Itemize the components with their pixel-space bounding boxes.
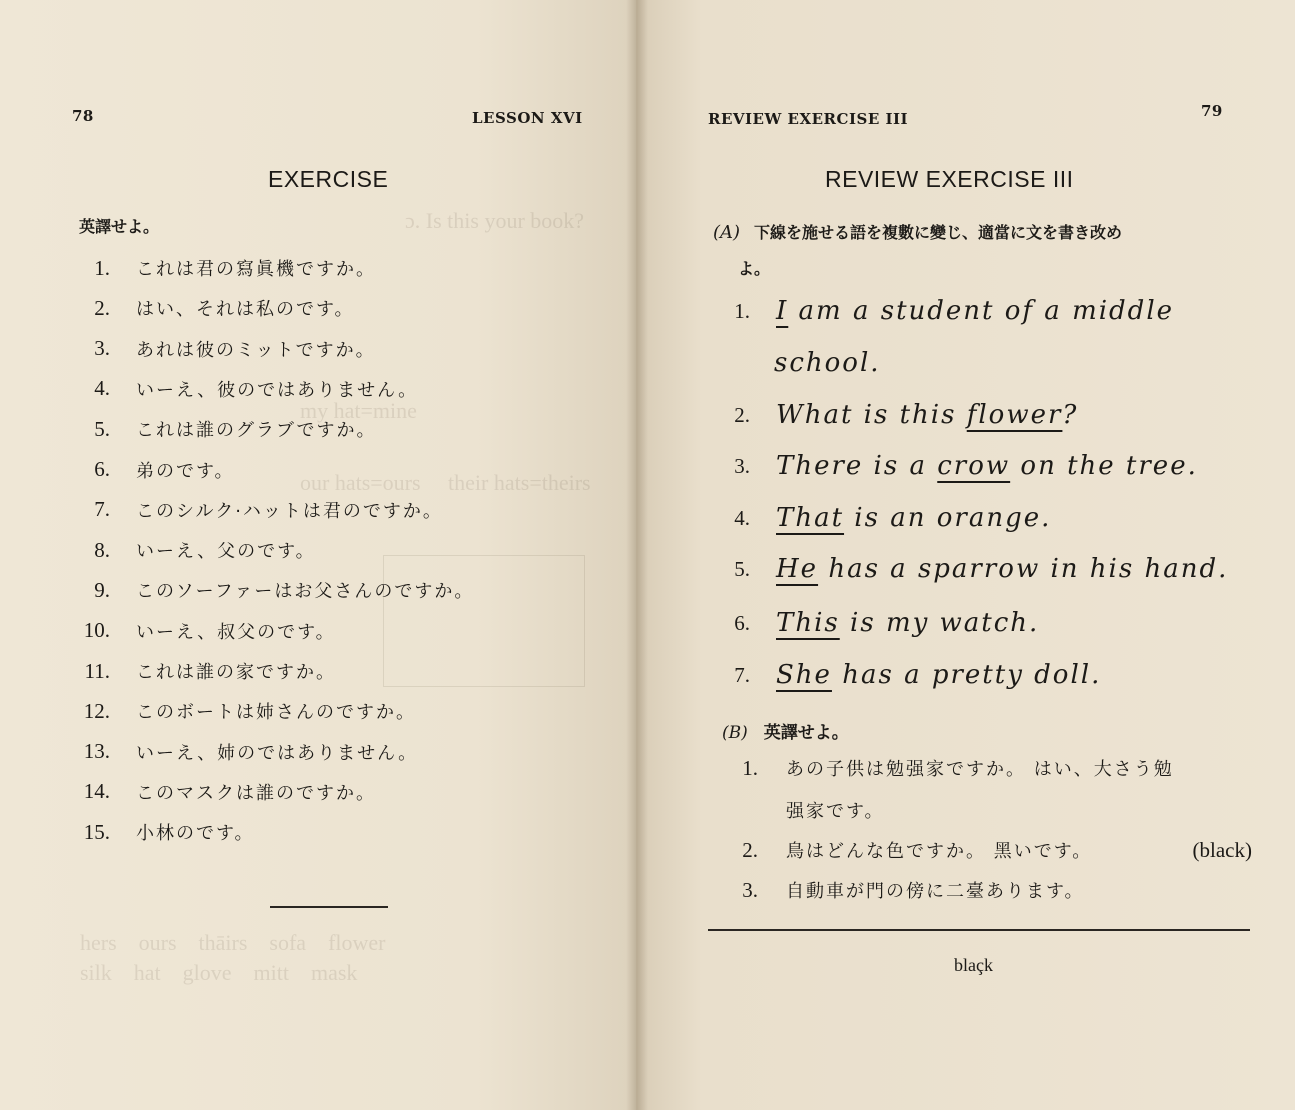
item-sentence xyxy=(776,400,1078,430)
sentence-text: on the tree. xyxy=(1010,451,1198,481)
review-item xyxy=(720,446,1198,486)
item-number: 6. xyxy=(734,610,750,635)
review-title: REVIEW EXERCISE III xyxy=(825,166,1074,192)
section-b-instruction-text: 英譯せよ。 xyxy=(763,723,849,743)
exercise-item xyxy=(70,409,377,449)
sentence-text: is an orange. xyxy=(844,503,1052,533)
footnote-rule xyxy=(708,929,1250,931)
item-number: 7. xyxy=(734,662,750,687)
show-through-text: silk hat glove mitt mask xyxy=(80,960,358,985)
review-item xyxy=(720,549,1228,589)
item-text: このソーファーはお父さんのですか。 xyxy=(136,581,475,603)
book-gutter xyxy=(626,0,648,1110)
sentence-text: ? xyxy=(1062,400,1079,430)
show-through-text: ɔ. Is this your book? xyxy=(405,208,585,233)
item-number: 13. xyxy=(83,739,110,764)
item-sentence xyxy=(776,296,1174,326)
show-through-text: my hat=mine xyxy=(300,398,417,423)
section-b-instruction xyxy=(722,718,849,743)
item-text: 鳥はどんな色ですか。 黑いです。 xyxy=(786,841,1093,862)
item-text: いーえ、叔父のです。 xyxy=(136,621,336,643)
item-text: 小林のです。 xyxy=(136,823,255,845)
item-text: これは誰のグラブですか。 xyxy=(136,420,377,442)
item-sentence-cont: school. xyxy=(774,348,881,378)
item-number: 15. xyxy=(83,819,110,844)
footnote-pronunciation: blaçk xyxy=(954,955,993,975)
running-head: LESSON XVI xyxy=(472,109,583,127)
item-number: 12. xyxy=(83,698,110,723)
section-a-instruction xyxy=(713,220,1253,243)
exercise-item xyxy=(70,691,416,731)
page-number: 78 xyxy=(72,107,94,125)
sentence-text: What is this xyxy=(776,400,967,430)
page-number: 79 xyxy=(1201,102,1223,120)
review-item xyxy=(720,498,1051,538)
item-text: このマスクは誰のですか。 xyxy=(136,782,376,804)
exercise-item xyxy=(70,288,355,328)
item-number: 4. xyxy=(94,376,110,401)
item-sentence xyxy=(776,554,1228,584)
underlined-word: crow xyxy=(937,451,1011,481)
underlined-word: I xyxy=(776,296,789,326)
exercise-item xyxy=(70,329,376,369)
item-number: 6. xyxy=(94,457,110,481)
exercise-item xyxy=(70,772,376,812)
sentence-text: There is a xyxy=(776,451,938,481)
exercise-item xyxy=(70,812,255,852)
item-number: 2. xyxy=(94,295,110,320)
underlined-word: She xyxy=(776,660,832,690)
item-number: 14. xyxy=(83,779,110,804)
item-text: いーえ、姉のではありません。 xyxy=(136,742,419,764)
item-number: 1. xyxy=(734,298,750,323)
sentence-text: has a sparrow in his hand. xyxy=(818,554,1229,584)
underlined-word: He xyxy=(776,554,819,584)
exercise-item xyxy=(70,450,235,490)
exercise-item xyxy=(70,611,336,651)
running-head: REVIEW EXERCISE III xyxy=(708,110,909,128)
item-number: 3. xyxy=(742,877,758,902)
review-item xyxy=(720,655,1101,695)
section-b-label: (B) xyxy=(722,723,748,743)
item-number: 4. xyxy=(734,505,750,530)
item-number: 5. xyxy=(94,416,110,441)
item-text: このボートは姉さんのですか。 xyxy=(136,702,416,724)
sentence-text: is my watch. xyxy=(839,608,1040,638)
section-a-instruction-cont: よ。 xyxy=(738,259,771,278)
left-page xyxy=(0,0,636,1110)
item-sentence xyxy=(776,608,1039,638)
item-text: このシルク·ハットは君のですか。 xyxy=(136,500,443,522)
exercise-instruction: 英譯せよ。 xyxy=(79,217,160,236)
closing-rule xyxy=(270,906,388,908)
underlined-word: flower xyxy=(966,400,1063,430)
section-b-item-1 xyxy=(722,748,1174,788)
show-through-text: our hats=ours their hats=theirs xyxy=(300,470,591,495)
item-text: 自動車が門の傍に二臺あります。 xyxy=(786,881,1085,902)
item-number: 2. xyxy=(734,402,750,427)
item-number: 7. xyxy=(94,497,110,522)
section-a-label: (A) xyxy=(713,222,741,243)
item-number: 1. xyxy=(94,255,110,280)
section-b-item-2 xyxy=(722,830,1252,870)
review-item xyxy=(720,291,1174,331)
exercise-item xyxy=(70,248,376,288)
review-item xyxy=(720,395,1078,435)
item-text: いーえ、彼のではありません。 xyxy=(136,379,419,401)
item-text: いーえ、父のです。 xyxy=(136,541,316,563)
item-number: 11. xyxy=(84,658,110,683)
item-text: あれは彼のミットですか。 xyxy=(136,339,376,361)
item-text: はい、それは私のです。 xyxy=(136,299,355,321)
exercise-item xyxy=(70,732,418,772)
review-item xyxy=(720,603,1039,643)
item-number: 2. xyxy=(742,837,758,862)
exercise-title: EXERCISE xyxy=(268,166,389,192)
item-sentence xyxy=(776,451,1198,481)
underlined-word: That xyxy=(776,503,845,533)
item-number: 1. xyxy=(742,755,758,780)
section-a-instruction-text: 下線を施せる語を複數に變じ、適當に文を書き改め xyxy=(754,223,1123,242)
sentence-text: has a pretty doll. xyxy=(831,660,1102,690)
item-text: あの子供は勉强家ですか。 はい、大さう勉 xyxy=(786,759,1174,780)
sentence-text: am a student of a middle xyxy=(788,296,1175,326)
item-text: これは君の寫眞機ですか。 xyxy=(136,259,376,280)
exercise-item xyxy=(70,530,316,570)
item-text: 强家です。 xyxy=(786,801,885,822)
show-through-text: hers ours thāirs sofa flower xyxy=(80,930,386,955)
item-number: 9. xyxy=(94,577,110,602)
item-number: 3. xyxy=(734,453,750,478)
item-sentence xyxy=(776,503,1051,533)
item-text: これは誰の家ですか。 xyxy=(136,662,336,683)
right-page xyxy=(636,0,1295,1110)
item-number: 3. xyxy=(94,336,110,361)
exercise-item xyxy=(70,651,336,691)
item-text: 弟のです。 xyxy=(136,460,235,482)
section-b-item-3 xyxy=(722,870,1085,910)
exercise-item xyxy=(70,570,474,610)
vocab-note: (black) xyxy=(1192,837,1252,862)
item-number: 10. xyxy=(83,618,110,643)
item-sentence xyxy=(776,660,1101,690)
item-number: 8. xyxy=(94,537,110,562)
item-number: 5. xyxy=(734,556,750,581)
section-b-item-1-cont xyxy=(786,790,885,830)
exercise-item xyxy=(70,369,418,409)
underlined-word: This xyxy=(776,608,840,638)
exercise-item xyxy=(70,490,443,530)
